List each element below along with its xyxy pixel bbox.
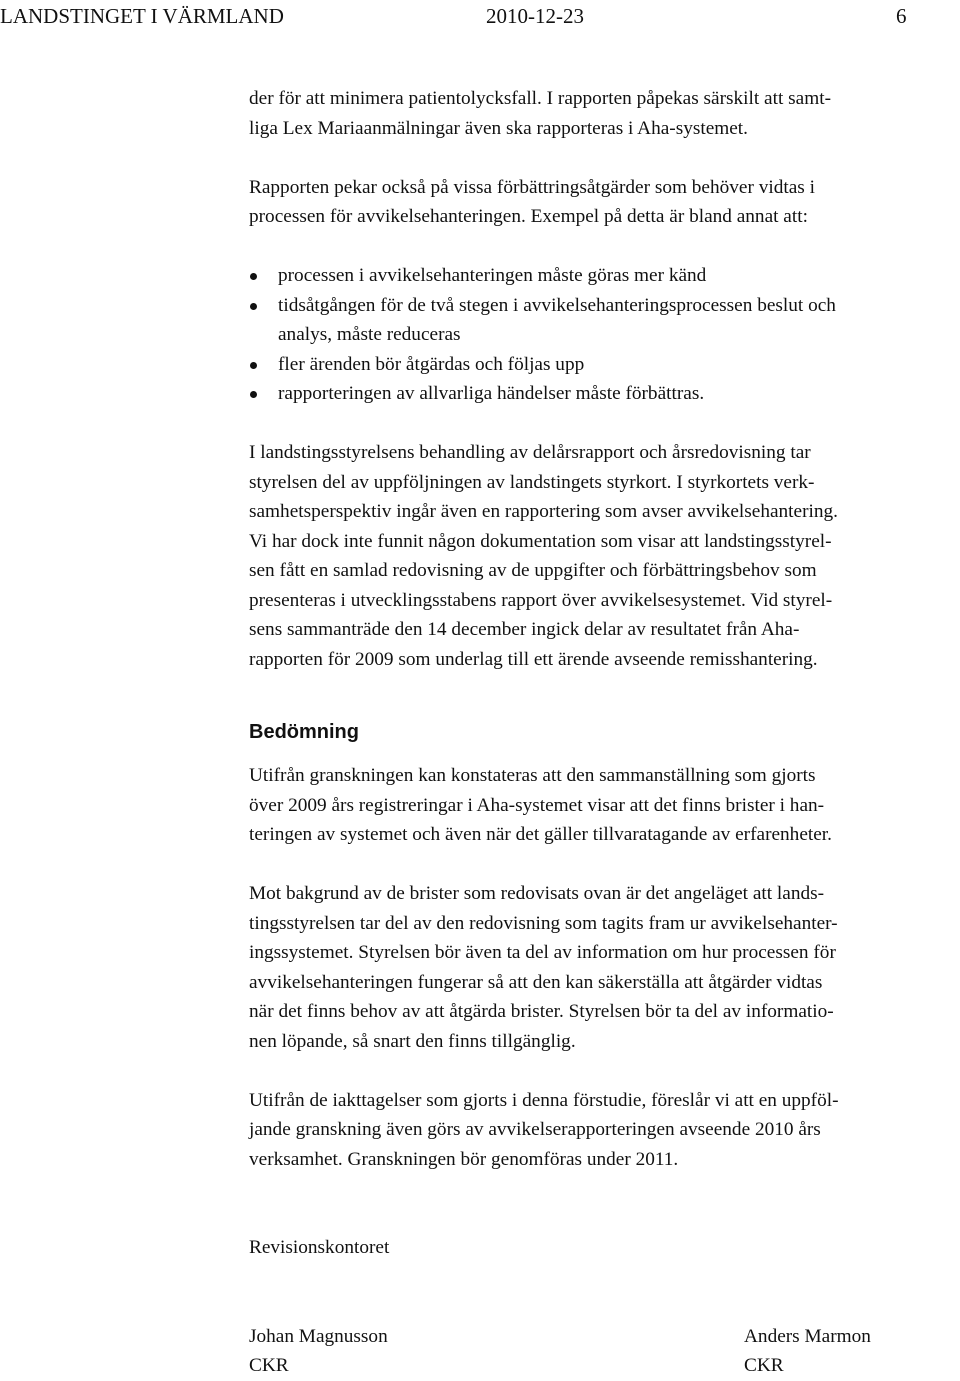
text-line: rapporteringen av allvarliga händelser måste förbättras. xyxy=(278,383,705,404)
signature-right xyxy=(744,1322,871,1381)
text-line: Mot bakgrund av de brister som redovisats ovan är det angeläget att lands- xyxy=(249,883,825,904)
text-line: när det finns behov av att åtgärda brister. Styrelsen bör ta del av informatio- xyxy=(249,1001,834,1022)
bullet-icon xyxy=(250,391,257,398)
header-page-number: 6 xyxy=(896,4,907,28)
text-line: Vi har dock inte funnit någon dokumentation som visar att landstingsstyrel- xyxy=(249,530,832,552)
sender: Revisionskontoret xyxy=(249,1237,390,1258)
bullet-icon xyxy=(250,303,257,310)
text-line: analys, måste reduceras xyxy=(278,324,461,345)
bullet-item xyxy=(249,350,960,380)
text-line: processen för avvikelsehanteringen. Exempel på detta är bland annat att: xyxy=(249,206,808,227)
text-line: Rapporten pekar också på vissa förbättringsåtgärder som behöver vidtas i xyxy=(249,176,815,198)
text-line: rapporten för 2009 som underlag till ett ärende avseende remisshantering. xyxy=(249,648,818,670)
signature-block xyxy=(249,1322,960,1381)
bullet-item xyxy=(249,261,960,291)
text-line: sen fått en samlad redovisning av de uppgifter och förbättringsbehov som xyxy=(249,560,817,581)
text-line: fler ärenden bör åtgärdas och följas upp xyxy=(278,353,585,375)
bullet-item xyxy=(249,291,960,350)
text-line: teringen av systemet och även när det gäller tillvaratagande av erfarenheter. xyxy=(249,824,832,845)
signature-left xyxy=(249,1322,388,1381)
text-line: över 2009 års registreringar i Aha-systemet visar att det finns brister i han- xyxy=(249,794,825,816)
text-line: avvikelsehanteringen fungerar så att den kan säkerställa att åtgärder vidtas xyxy=(249,971,823,993)
text-line: styrelsen del av uppföljningen av landstingets styrkort. I styrkortets verk- xyxy=(249,471,815,493)
bullet-icon xyxy=(250,362,257,369)
bullet-icon xyxy=(250,273,257,280)
signatory-title: CKR xyxy=(744,1355,784,1376)
paragraph-patient-safety xyxy=(249,84,960,143)
text-line: Utifrån granskningen kan konstateras att den sammanställning som gjorts xyxy=(249,765,816,786)
header-date: 2010-12-23 xyxy=(486,4,584,28)
bullet-item xyxy=(249,379,960,409)
paragraph-follow-up xyxy=(249,1086,960,1175)
text-line: liga Lex Mariaanmälningar även ska rapporteras i Aha-systemet. xyxy=(249,117,748,139)
signatory-name: Johan Magnusson xyxy=(249,1325,388,1347)
document-body xyxy=(249,84,960,1381)
bullet-list xyxy=(249,261,960,409)
header-organization: LANDSTINGET I VÄRMLAND xyxy=(0,4,284,28)
text-line: tidsåtgången för de två stegen i avvikelsehanteringsprocessen beslut och xyxy=(278,294,836,316)
text-line: jande granskning även görs av avvikelserapporteringen avseende 2010 års xyxy=(249,1119,821,1140)
text-line: processen i avvikelsehanteringen måste göras mer känd xyxy=(278,265,707,286)
paragraph-recommendation xyxy=(249,879,960,1056)
text-line: I landstingsstyrelsens behandling av delårsrapport och årsredovisning tar xyxy=(249,442,811,463)
signatory-name: Anders Marmon xyxy=(744,1325,871,1347)
text-line: nen löpande, så snart den finns tillgänglig. xyxy=(249,1030,576,1052)
paragraph-improvement-measures xyxy=(249,173,960,232)
paragraph-assessment xyxy=(249,761,960,850)
text-line: verksamhet. Granskningen bör genomföras under 2011. xyxy=(249,1148,679,1170)
paragraph-board-reporting xyxy=(249,438,960,674)
text-line: samhetsperspektiv ingår även en rapportering som avser avvikelsehantering. xyxy=(249,501,838,522)
text-line: presenteras i utvecklingsstabens rapport över avvikelsesystemet. Vid styrel- xyxy=(249,589,833,611)
text-line: tingsstyrelsen tar del av den redovisning som tagits fram ur avvikelsehanter- xyxy=(249,912,838,934)
section-heading: Bedömning xyxy=(249,720,359,743)
text-line: ingssystemet. Styrelsen bör även ta del av information om hur processen för xyxy=(249,942,836,963)
text-line: der för att minimera patientolycksfall. I rapporten påpekas särskilt att samt- xyxy=(249,88,831,109)
page-header xyxy=(0,3,960,33)
text-line: sens sammanträde den 14 december ingick delar av resultatet från Aha- xyxy=(249,619,800,640)
text-line: Utifrån de iakttagelser som gjorts i denna förstudie, föreslår vi att en uppföl- xyxy=(249,1089,839,1111)
signatory-title: CKR xyxy=(249,1355,289,1376)
